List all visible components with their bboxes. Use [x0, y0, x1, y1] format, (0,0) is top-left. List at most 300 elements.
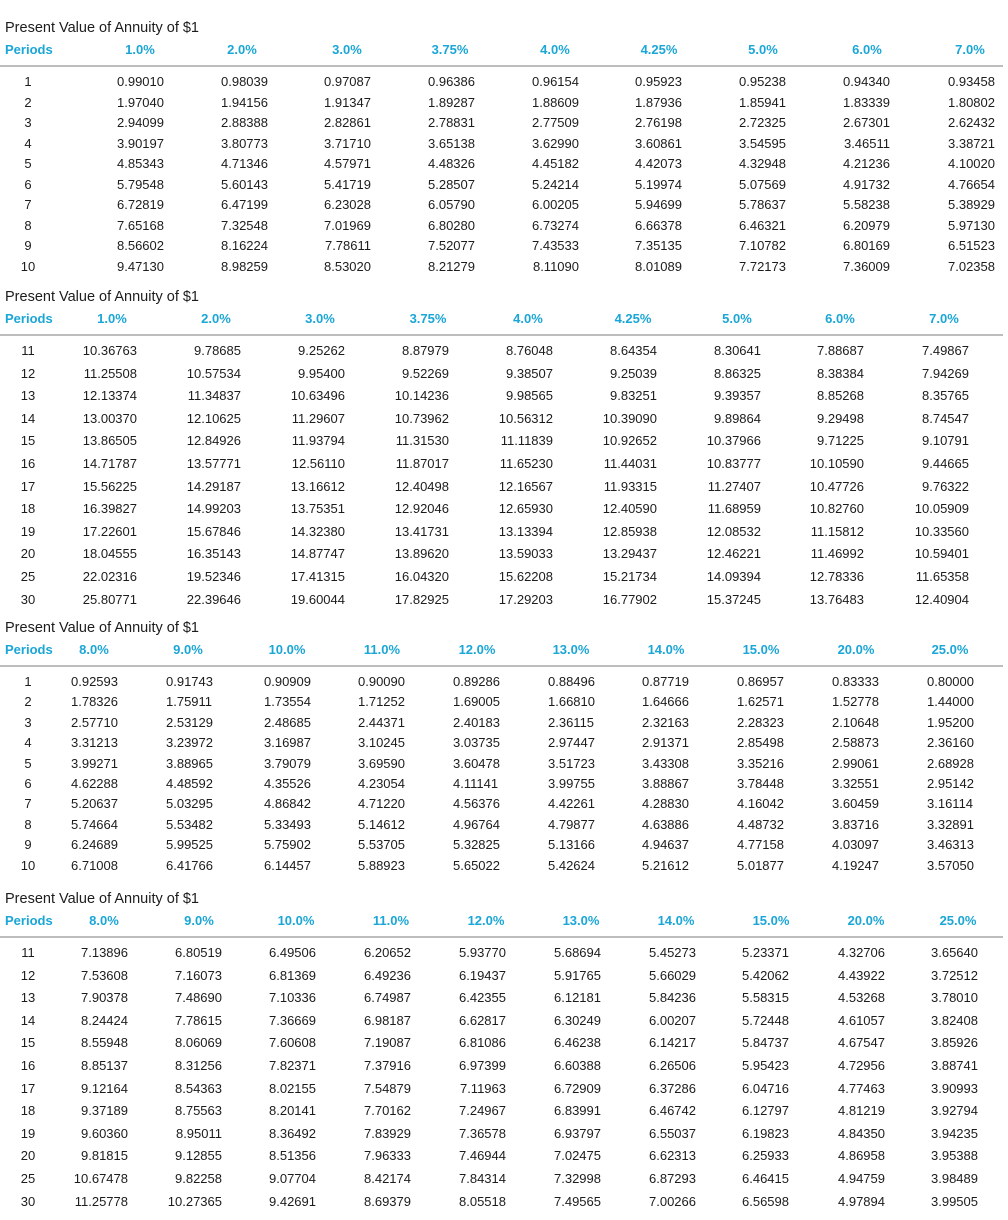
rate-header: 25.0% [931, 642, 969, 657]
value-cell: 10.67478 [73, 1171, 128, 1186]
value-cell: 5.24214 [532, 176, 579, 192]
value-cell: 7.70162 [364, 1103, 411, 1119]
value-cell: 6.00205 [532, 197, 579, 212]
value-cell: 9.82258 [175, 1171, 222, 1186]
value-cell: 0.87719 [642, 674, 689, 689]
value-cell: 8.98259 [221, 258, 268, 274]
value-cell: 2.77509 [532, 115, 579, 130]
value-cell: 13.29437 [602, 546, 657, 562]
value-cell: 9.10791 [922, 433, 969, 449]
value-cell: 8.38384 [817, 365, 864, 381]
value-cell: 5.45273 [649, 945, 696, 960]
value-cell: 3.38721 [948, 135, 995, 151]
period-cell: 15 [20, 433, 36, 449]
table-row [0, 1148, 1008, 1168]
value-cell: 7.83929 [364, 1125, 411, 1141]
table-title: Present Value of Annuity of $1 [5, 20, 200, 36]
value-cell: 8.31256 [175, 1058, 222, 1073]
table-row [0, 156, 1008, 176]
value-cell: 3.85926 [931, 1035, 978, 1051]
value-cell: 3.69590 [358, 755, 405, 771]
value-cell: 15.56225 [82, 478, 137, 494]
value-cell: 7.48690 [175, 990, 222, 1006]
value-cell: 8.64354 [610, 343, 657, 358]
value-cell: 3.57050 [927, 857, 974, 873]
value-cell: 7.72173 [739, 258, 786, 274]
rate-header: 20.0% [847, 913, 885, 928]
table-row [0, 569, 1008, 589]
periods-header: Periods [5, 642, 53, 657]
value-cell: 8.75563 [175, 1103, 222, 1119]
table-row [0, 524, 1008, 544]
value-cell: 6.47199 [221, 197, 268, 212]
value-cell: 3.65640 [931, 945, 978, 960]
value-cell: 3.46313 [927, 837, 974, 853]
value-cell: 13.57771 [186, 456, 241, 471]
rate-header: 14.0% [647, 642, 685, 657]
value-cell: 9.29498 [817, 410, 864, 426]
value-cell: 3.90197 [117, 135, 164, 151]
value-cell: 14.32380 [290, 523, 345, 539]
value-cell: 5.42062 [742, 967, 789, 983]
rate-header: 4.0% [540, 42, 570, 57]
value-cell: 2.48685 [264, 714, 311, 730]
value-cell: 4.10020 [948, 156, 995, 171]
value-cell: 14.99203 [186, 501, 241, 517]
value-cell: 5.53482 [166, 816, 213, 832]
table-row [0, 366, 1008, 386]
value-cell: 6.49506 [269, 945, 316, 960]
value-cell: 3.88965 [166, 755, 213, 771]
value-cell: 2.95142 [927, 776, 974, 791]
value-cell: 5.03295 [166, 796, 213, 812]
value-cell: 5.07569 [739, 176, 786, 192]
period-cell: 8 [24, 217, 32, 233]
period-cell: 6 [24, 776, 32, 791]
value-cell: 18.04555 [82, 546, 137, 562]
value-cell: 0.95238 [739, 74, 786, 89]
value-cell: 7.60608 [269, 1035, 316, 1051]
rate-header: 25.0% [939, 913, 977, 928]
value-cell: 3.03735 [453, 735, 500, 751]
value-cell: 15.37245 [706, 591, 761, 607]
value-cell: 2.57710 [71, 714, 118, 730]
value-cell: 8.74547 [922, 410, 969, 426]
value-cell: 11.29607 [291, 410, 345, 426]
rate-header: 2.0% [227, 42, 257, 57]
period-cell: 18 [20, 1103, 36, 1119]
table-row [0, 388, 1008, 408]
value-cell: 9.39357 [714, 388, 761, 404]
value-cell: 7.84314 [459, 1171, 506, 1186]
table-header-row [0, 913, 1008, 931]
period-cell: 4 [24, 135, 32, 151]
table-row [0, 858, 1008, 878]
value-cell: 17.22601 [82, 523, 137, 539]
value-cell: 7.10782 [739, 238, 786, 253]
value-cell: 6.81369 [269, 967, 316, 983]
value-cell: 7.32548 [221, 217, 268, 233]
value-cell: 6.49236 [364, 967, 411, 983]
value-cell: 0.94340 [843, 74, 890, 89]
value-cell: 3.99271 [71, 755, 118, 771]
value-cell: 22.39646 [186, 591, 241, 607]
value-cell: 3.94235 [931, 1125, 978, 1141]
period-cell: 20 [20, 1148, 36, 1164]
value-cell: 2.36160 [927, 735, 974, 751]
value-cell: 7.78611 [324, 238, 371, 253]
value-cell: 10.56312 [498, 410, 553, 426]
value-cell: 12.84926 [186, 433, 241, 449]
value-cell: 9.25262 [298, 343, 345, 358]
rate-header: 20.0% [837, 642, 875, 657]
value-cell: 13.59033 [498, 546, 553, 562]
value-cell: 0.96154 [532, 74, 579, 89]
value-cell: 3.31213 [71, 735, 118, 751]
period-cell: 5 [24, 755, 32, 771]
value-cell: 5.42624 [548, 857, 595, 873]
value-cell: 8.36492 [269, 1125, 316, 1141]
value-cell: 6.62817 [459, 1012, 506, 1028]
value-cell: 6.74987 [364, 990, 411, 1006]
value-cell: 4.48592 [166, 776, 213, 791]
value-cell: 1.73554 [264, 694, 311, 710]
value-cell: 3.98489 [931, 1171, 978, 1186]
period-cell: 14 [20, 410, 36, 426]
value-cell: 4.11141 [453, 776, 499, 791]
value-cell: 11.93315 [603, 478, 657, 494]
value-cell: 0.95923 [635, 74, 682, 89]
value-cell: 1.71252 [358, 694, 405, 710]
period-cell: 7 [24, 197, 32, 212]
period-cell: 1 [24, 74, 32, 89]
value-cell: 3.46511 [843, 135, 890, 151]
period-cell: 19 [20, 1125, 36, 1141]
value-cell: 7.78615 [175, 1012, 222, 1028]
value-cell: 5.01877 [737, 857, 784, 873]
value-cell: 6.46238 [554, 1035, 601, 1051]
value-cell: 9.44665 [922, 456, 969, 471]
value-cell: 5.23371 [742, 945, 789, 960]
table-row [0, 197, 1008, 217]
rate-header: 13.0% [562, 913, 600, 928]
table-row [0, 715, 1008, 735]
value-cell: 4.94637 [642, 837, 689, 853]
rate-header: 9.0% [173, 642, 203, 657]
value-cell: 12.56110 [291, 456, 345, 471]
value-cell: 6.72909 [554, 1080, 601, 1096]
value-cell: 12.40590 [602, 501, 657, 517]
value-cell: 2.28323 [737, 714, 784, 730]
value-cell: 3.54595 [739, 135, 786, 151]
table-row [0, 238, 1008, 258]
value-cell: 9.25039 [610, 365, 657, 381]
value-cell: 3.92794 [931, 1103, 978, 1119]
value-cell: 3.35216 [737, 755, 784, 771]
value-cell: 5.53705 [358, 837, 405, 853]
value-cell: 14.29187 [186, 478, 241, 494]
value-cell: 1.94156 [221, 94, 268, 110]
value-cell: 5.58238 [843, 197, 890, 212]
value-cell: 4.94759 [838, 1171, 885, 1186]
value-cell: 4.72956 [838, 1058, 885, 1073]
value-cell: 4.97894 [838, 1193, 885, 1209]
value-cell: 6.12181 [554, 990, 601, 1006]
value-cell: 10.33560 [914, 523, 969, 539]
value-cell: 4.48326 [428, 156, 475, 171]
rate-header: 7.0% [955, 42, 985, 57]
period-cell: 25 [20, 569, 36, 584]
value-cell: 4.21236 [843, 156, 890, 171]
value-cell: 7.94269 [922, 365, 969, 381]
value-cell: 9.76322 [922, 478, 969, 494]
value-cell: 7.32998 [554, 1171, 601, 1186]
rate-header: 8.0% [79, 642, 109, 657]
rate-header: 12.0% [458, 642, 496, 657]
value-cell: 7.46944 [459, 1148, 506, 1164]
value-cell: 13.86505 [82, 433, 137, 449]
value-cell: 19.52346 [186, 569, 241, 584]
rate-header: 15.0% [742, 642, 780, 657]
value-cell: 4.42073 [635, 156, 682, 171]
value-cell: 6.37286 [649, 1080, 696, 1096]
value-cell: 0.91743 [166, 674, 213, 689]
value-cell: 8.35765 [922, 388, 969, 404]
value-cell: 6.46415 [742, 1171, 789, 1186]
value-cell: 0.99010 [117, 74, 164, 89]
period-cell: 2 [24, 694, 32, 710]
period-cell: 10 [20, 857, 36, 873]
value-cell: 4.35526 [264, 776, 311, 791]
value-cell: 9.95400 [298, 365, 345, 381]
value-cell: 8.21279 [428, 258, 475, 274]
value-cell: 0.80000 [927, 674, 974, 689]
value-cell: 9.83251 [610, 388, 657, 404]
value-cell: 4.53268 [838, 990, 885, 1006]
header-divider [0, 936, 1003, 938]
value-cell: 2.68928 [927, 755, 974, 771]
value-cell: 8.11090 [532, 258, 579, 274]
value-cell: 4.79877 [548, 816, 595, 832]
value-cell: 7.01969 [324, 217, 371, 233]
value-cell: 22.02316 [82, 569, 137, 584]
value-cell: 6.80169 [843, 238, 890, 253]
value-cell: 14.09394 [706, 569, 761, 584]
period-cell: 10 [20, 258, 36, 274]
value-cell: 10.10590 [809, 456, 864, 471]
value-cell: 10.47726 [809, 478, 864, 494]
value-cell: 2.40183 [453, 714, 500, 730]
value-cell: 7.52077 [428, 238, 475, 253]
value-cell: 19.60044 [290, 591, 345, 607]
value-cell: 10.59401 [914, 546, 969, 562]
value-cell: 0.92593 [71, 674, 118, 689]
value-cell: 6.25933 [742, 1148, 789, 1164]
value-cell: 2.91371 [642, 735, 689, 751]
value-cell: 2.58873 [832, 735, 879, 751]
value-cell: 6.66378 [635, 217, 682, 233]
table-title: Present Value of Annuity of $1 [5, 891, 200, 907]
value-cell: 2.97447 [548, 735, 595, 751]
value-cell: 6.41766 [166, 857, 213, 873]
value-cell: 5.65022 [453, 857, 500, 873]
value-cell: 4.91732 [843, 176, 890, 192]
rate-header: 4.25% [640, 42, 678, 57]
value-cell: 8.85268 [817, 388, 864, 404]
value-cell: 3.88867 [642, 776, 689, 791]
value-cell: 6.23028 [324, 197, 371, 212]
rate-header: 5.0% [722, 311, 752, 326]
value-cell: 6.60388 [554, 1058, 601, 1073]
value-cell: 8.87979 [402, 343, 449, 358]
value-cell: 9.89864 [714, 410, 761, 426]
value-cell: 3.78010 [931, 990, 978, 1006]
period-cell: 14 [20, 1012, 36, 1028]
value-cell: 15.62208 [498, 569, 553, 584]
table-header-row [0, 642, 1008, 660]
header-divider [0, 334, 1003, 336]
value-cell: 3.62990 [532, 135, 579, 151]
value-cell: 8.42174 [364, 1171, 411, 1186]
value-cell: 6.20652 [364, 945, 411, 960]
value-cell: 3.82408 [931, 1012, 978, 1028]
value-cell: 0.90909 [264, 674, 311, 689]
value-cell: 6.24689 [71, 837, 118, 853]
period-cell: 9 [24, 837, 32, 853]
period-cell: 16 [20, 1058, 36, 1073]
value-cell: 8.02155 [269, 1080, 316, 1096]
period-cell: 12 [20, 365, 36, 381]
rate-header: 6.0% [852, 42, 882, 57]
value-cell: 13.00370 [82, 410, 137, 426]
value-cell: 16.04320 [394, 569, 449, 584]
value-cell: 5.75902 [264, 837, 311, 853]
value-cell: 5.68694 [554, 945, 601, 960]
table-row [0, 1013, 1008, 1033]
annuity-table-section [0, 620, 1008, 878]
value-cell: 2.76198 [635, 115, 682, 130]
period-cell: 5 [24, 156, 32, 171]
value-cell: 1.62571 [737, 694, 784, 710]
period-cell: 4 [24, 735, 32, 751]
value-cell: 9.47130 [117, 258, 164, 274]
value-cell: 4.16042 [737, 796, 784, 812]
value-cell: 5.74664 [71, 816, 118, 832]
value-cell: 11.93794 [291, 433, 345, 449]
value-cell: 1.91347 [324, 94, 371, 110]
value-cell: 5.94699 [635, 197, 682, 212]
table-row [0, 433, 1008, 453]
value-cell: 4.85343 [117, 156, 164, 171]
value-cell: 7.10336 [269, 990, 316, 1006]
period-cell: 13 [20, 990, 36, 1006]
value-cell: 8.55948 [81, 1035, 128, 1051]
value-cell: 6.00207 [649, 1012, 696, 1028]
value-cell: 8.95011 [175, 1125, 222, 1141]
value-cell: 3.60459 [832, 796, 879, 812]
period-cell: 12 [20, 967, 36, 983]
value-cell: 11.11839 [500, 433, 553, 449]
rate-header: 3.75% [409, 311, 447, 326]
periods-header: Periods [5, 311, 53, 326]
value-cell: 6.72819 [117, 197, 164, 212]
value-cell: 6.05790 [428, 197, 475, 212]
period-cell: 30 [20, 591, 36, 607]
value-cell: 4.61057 [838, 1012, 885, 1028]
value-cell: 10.36763 [82, 343, 137, 358]
value-cell: 13.16612 [290, 478, 345, 494]
value-cell: 5.28507 [428, 176, 475, 192]
value-cell: 12.13374 [82, 388, 137, 404]
value-cell: 12.46221 [706, 546, 761, 562]
value-cell: 4.86958 [838, 1148, 885, 1164]
value-cell: 4.03097 [832, 837, 879, 853]
value-cell: 13.89620 [394, 546, 449, 562]
table-row [0, 501, 1008, 521]
value-cell: 8.16224 [221, 238, 268, 253]
value-cell: 5.97130 [948, 217, 995, 233]
table-row [0, 756, 1008, 776]
value-cell: 5.99525 [166, 837, 213, 853]
value-cell: 7.96333 [364, 1148, 411, 1164]
value-cell: 7.36669 [269, 1012, 316, 1028]
value-cell: 12.16567 [498, 478, 553, 494]
period-cell: 30 [20, 1193, 36, 1209]
value-cell: 8.05518 [459, 1193, 506, 1209]
value-cell: 1.89287 [428, 94, 475, 110]
table-row [0, 177, 1008, 197]
period-cell: 16 [20, 456, 36, 471]
value-cell: 10.37966 [706, 433, 761, 449]
period-cell: 7 [24, 796, 32, 812]
value-cell: 4.86842 [264, 796, 311, 812]
value-cell: 10.92652 [602, 433, 657, 449]
value-cell: 1.66810 [548, 694, 595, 710]
rate-header: 4.0% [513, 311, 543, 326]
value-cell: 14.71787 [82, 456, 137, 471]
table-title: Present Value of Annuity of $1 [5, 289, 200, 305]
value-cell: 0.86957 [737, 674, 784, 689]
value-cell: 10.83777 [706, 456, 761, 471]
value-cell: 11.34837 [187, 388, 241, 404]
value-cell: 5.84236 [649, 990, 696, 1006]
value-cell: 6.87293 [649, 1171, 696, 1186]
table-row [0, 1035, 1008, 1055]
value-cell: 4.84350 [838, 1125, 885, 1141]
table-row [0, 218, 1008, 238]
table-row [0, 136, 1008, 156]
value-cell: 25.80771 [82, 591, 137, 607]
value-cell: 4.77463 [838, 1080, 885, 1096]
value-cell: 3.16114 [927, 796, 974, 812]
value-cell: 0.93458 [948, 74, 995, 89]
value-cell: 10.27365 [167, 1193, 222, 1209]
value-cell: 7.82371 [269, 1058, 316, 1073]
value-cell: 6.20979 [843, 217, 890, 233]
rate-header: 6.0% [825, 311, 855, 326]
value-cell: 8.30641 [714, 343, 761, 358]
value-cell: 3.10245 [358, 735, 405, 751]
value-cell: 4.71220 [358, 796, 405, 812]
value-cell: 13.13394 [498, 523, 553, 539]
value-cell: 9.07704 [269, 1171, 316, 1186]
table-row [0, 1194, 1008, 1214]
value-cell: 11.68959 [707, 501, 761, 517]
rate-header: 1.0% [125, 42, 155, 57]
value-cell: 4.77158 [737, 837, 784, 853]
value-cell: 1.97040 [117, 94, 164, 110]
value-cell: 5.38929 [948, 197, 995, 212]
